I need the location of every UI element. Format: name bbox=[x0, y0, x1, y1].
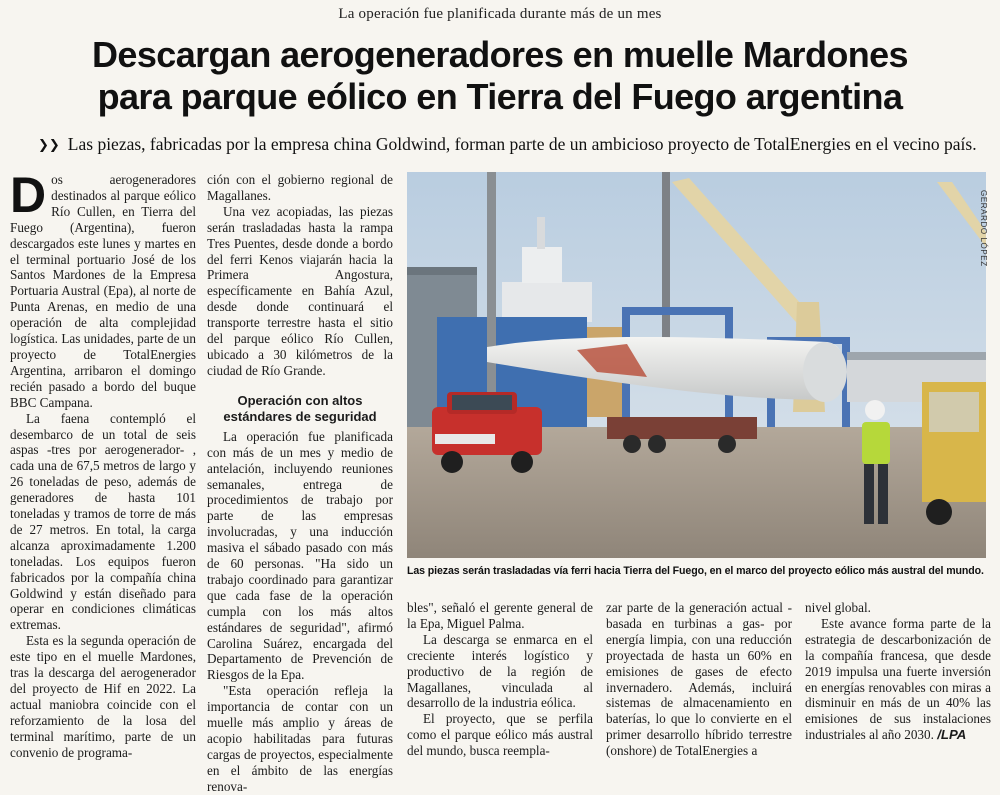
article-paragraph: Esta es la segunda operación de este tipo en el muelle Mardones, tras la descarga del aerogenerador del proyecto de Hif en 2022. La actual maniobra coincide con el reforzamiento de la losa del terminal marítimo, parte de un convenio de programa- bbox=[10, 633, 196, 760]
article-paragraph bbox=[805, 616, 991, 743]
article-column-3 bbox=[407, 600, 593, 759]
article-photo bbox=[407, 172, 986, 558]
article-paragraph: Una vez acopiadas, las piezas serán trasladadas hasta la rampa Tres Puentes, desde donde a bordo del ferri Kenos viajarán hacia la Primera Angostura, específicamente en Bahía Azul, desde donde continuará el transporte terrestre hasta el sitio del parque eólico Río Cullen, ubicado a 30 kilómetros de la ciudad de Río Grande. bbox=[207, 203, 393, 378]
paragraph-text: os aerogeneradores destinados al parque eólico Río Cullen, en Tierra del Fuego (Argentina), fueron descargados este lunes y martes en el terminal portuario José de los Santos Mardones de la Empresa Portuaria Austral (Epa), al norte de Punta Arenas, en medio de una operación de alta complejidad logística. Las unidades, parte de un proyecto de TotalEnergies Argentina, arribaron el domingo recién pasado a bordo del buque BBC Campana. bbox=[10, 172, 196, 410]
double-chevron-right-icon: ❯❯ bbox=[38, 138, 60, 153]
article-column-5 bbox=[805, 600, 991, 743]
subhead bbox=[38, 134, 988, 155]
author-signature: /LPA bbox=[937, 727, 967, 743]
headline-line-1: Descargan aerogeneradores en muelle Mardones bbox=[92, 34, 908, 75]
section-subtitle: Operación con altos estándares de seguridad bbox=[223, 392, 377, 424]
article-paragraph: bles", señaló el gerente general de la Epa, Miguel Palma. bbox=[407, 600, 593, 631]
article-column-1 bbox=[10, 167, 196, 761]
drop-cap: D bbox=[10, 167, 47, 223]
article-paragraph bbox=[10, 167, 196, 411]
subhead-text: Las piezas, fabricadas por la empresa china Goldwind, forman parte de un ambicioso proyecto de TotalEnergies en el vecino país. bbox=[67, 134, 977, 154]
article-paragraph: La operación fue planificada con más de un mes y medio de antelación, incluyendo reuniones semanales, entrega de procedimientos de trabajo por parte de las empresas involucradas, y una inducción masiva el sábado pasado con más de 60 personas. "Ha sido un trabajo coordinado para garantizar que cada fase de la operación cumpla con los más altos estándares de seguridad", afirmó Carolina Suárez, encargada del Departamento de Prevención de Riesgos de la Epa. bbox=[207, 428, 393, 683]
article-paragraph: La faena contempló el desembarco de un total de seis aspas -tres por aerogenerador- , cada una de 67,5 metros de largo y 26 toneladas de peso, además de generadores de hasta 101 toneladas y tramos de torre de más de 27 metros. En total, la carga alcanza aproximadamente 1.200 toneladas. Los equipos fueron fabricados por la compañía china Goldwind y están diseñado para operar en condiciones climáticas extremas. bbox=[10, 410, 196, 633]
paragraph-text: Este avance forma parte de la estrategia de descarbonización de la compañía francesa, que desde 2019 impulsa una fuerte inversión en energías renovables con miras a disminuir en más de un 40% las emisiones de sus instalaciones industriales al año 2030. bbox=[805, 615, 991, 743]
photo-credit: GERARDO LÓPEZ bbox=[979, 190, 988, 267]
headline bbox=[60, 34, 940, 118]
kicker: La operación fue planificada durante más de un mes bbox=[338, 6, 662, 22]
article-paragraph: "Esta operación refleja la importancia de contar con un muelle más amplio y áreas de acopio habilitadas para futuras cargas de proyectos, especialmente en el ámbito de las energías renova- bbox=[207, 683, 393, 794]
article-column-4 bbox=[606, 600, 792, 759]
article-paragraph: ción con el gobierno regional de Magallanes. bbox=[207, 172, 393, 203]
port-scene-illustration bbox=[407, 172, 986, 558]
headline-line-2: para parque eólico en Tierra del Fuego argentina bbox=[97, 76, 903, 117]
article-paragraph: zar parte de la generación actual -basada en turbinas a gas- por energía limpia, con una reducción proyectada de hasta un 60% en emisiones de gases de efecto invernadero. Además, incluirá sistemas de almacenamiento en baterías, lo que lo convierte en el primer desarrollo híbrido terrestre (onshore) de TotalEnergies a bbox=[606, 600, 792, 759]
article-paragraph: El proyecto, que se perfila como el parque eólico más austral del mundo, busca reempla- bbox=[407, 711, 593, 759]
photo-caption: Las piezas serán trasladadas vía ferri hacia Tierra del Fuego, en el marco del proyecto eólico más austral del mundo. bbox=[407, 565, 984, 577]
article-column-2 bbox=[207, 172, 393, 795]
article-paragraph: nivel global. bbox=[805, 600, 871, 615]
article-paragraph: La descarga se enmarca en el creciente interés logístico y productivo de la región de Magallanes, vinculada al desarrollo de la industria eólica. bbox=[407, 631, 593, 711]
